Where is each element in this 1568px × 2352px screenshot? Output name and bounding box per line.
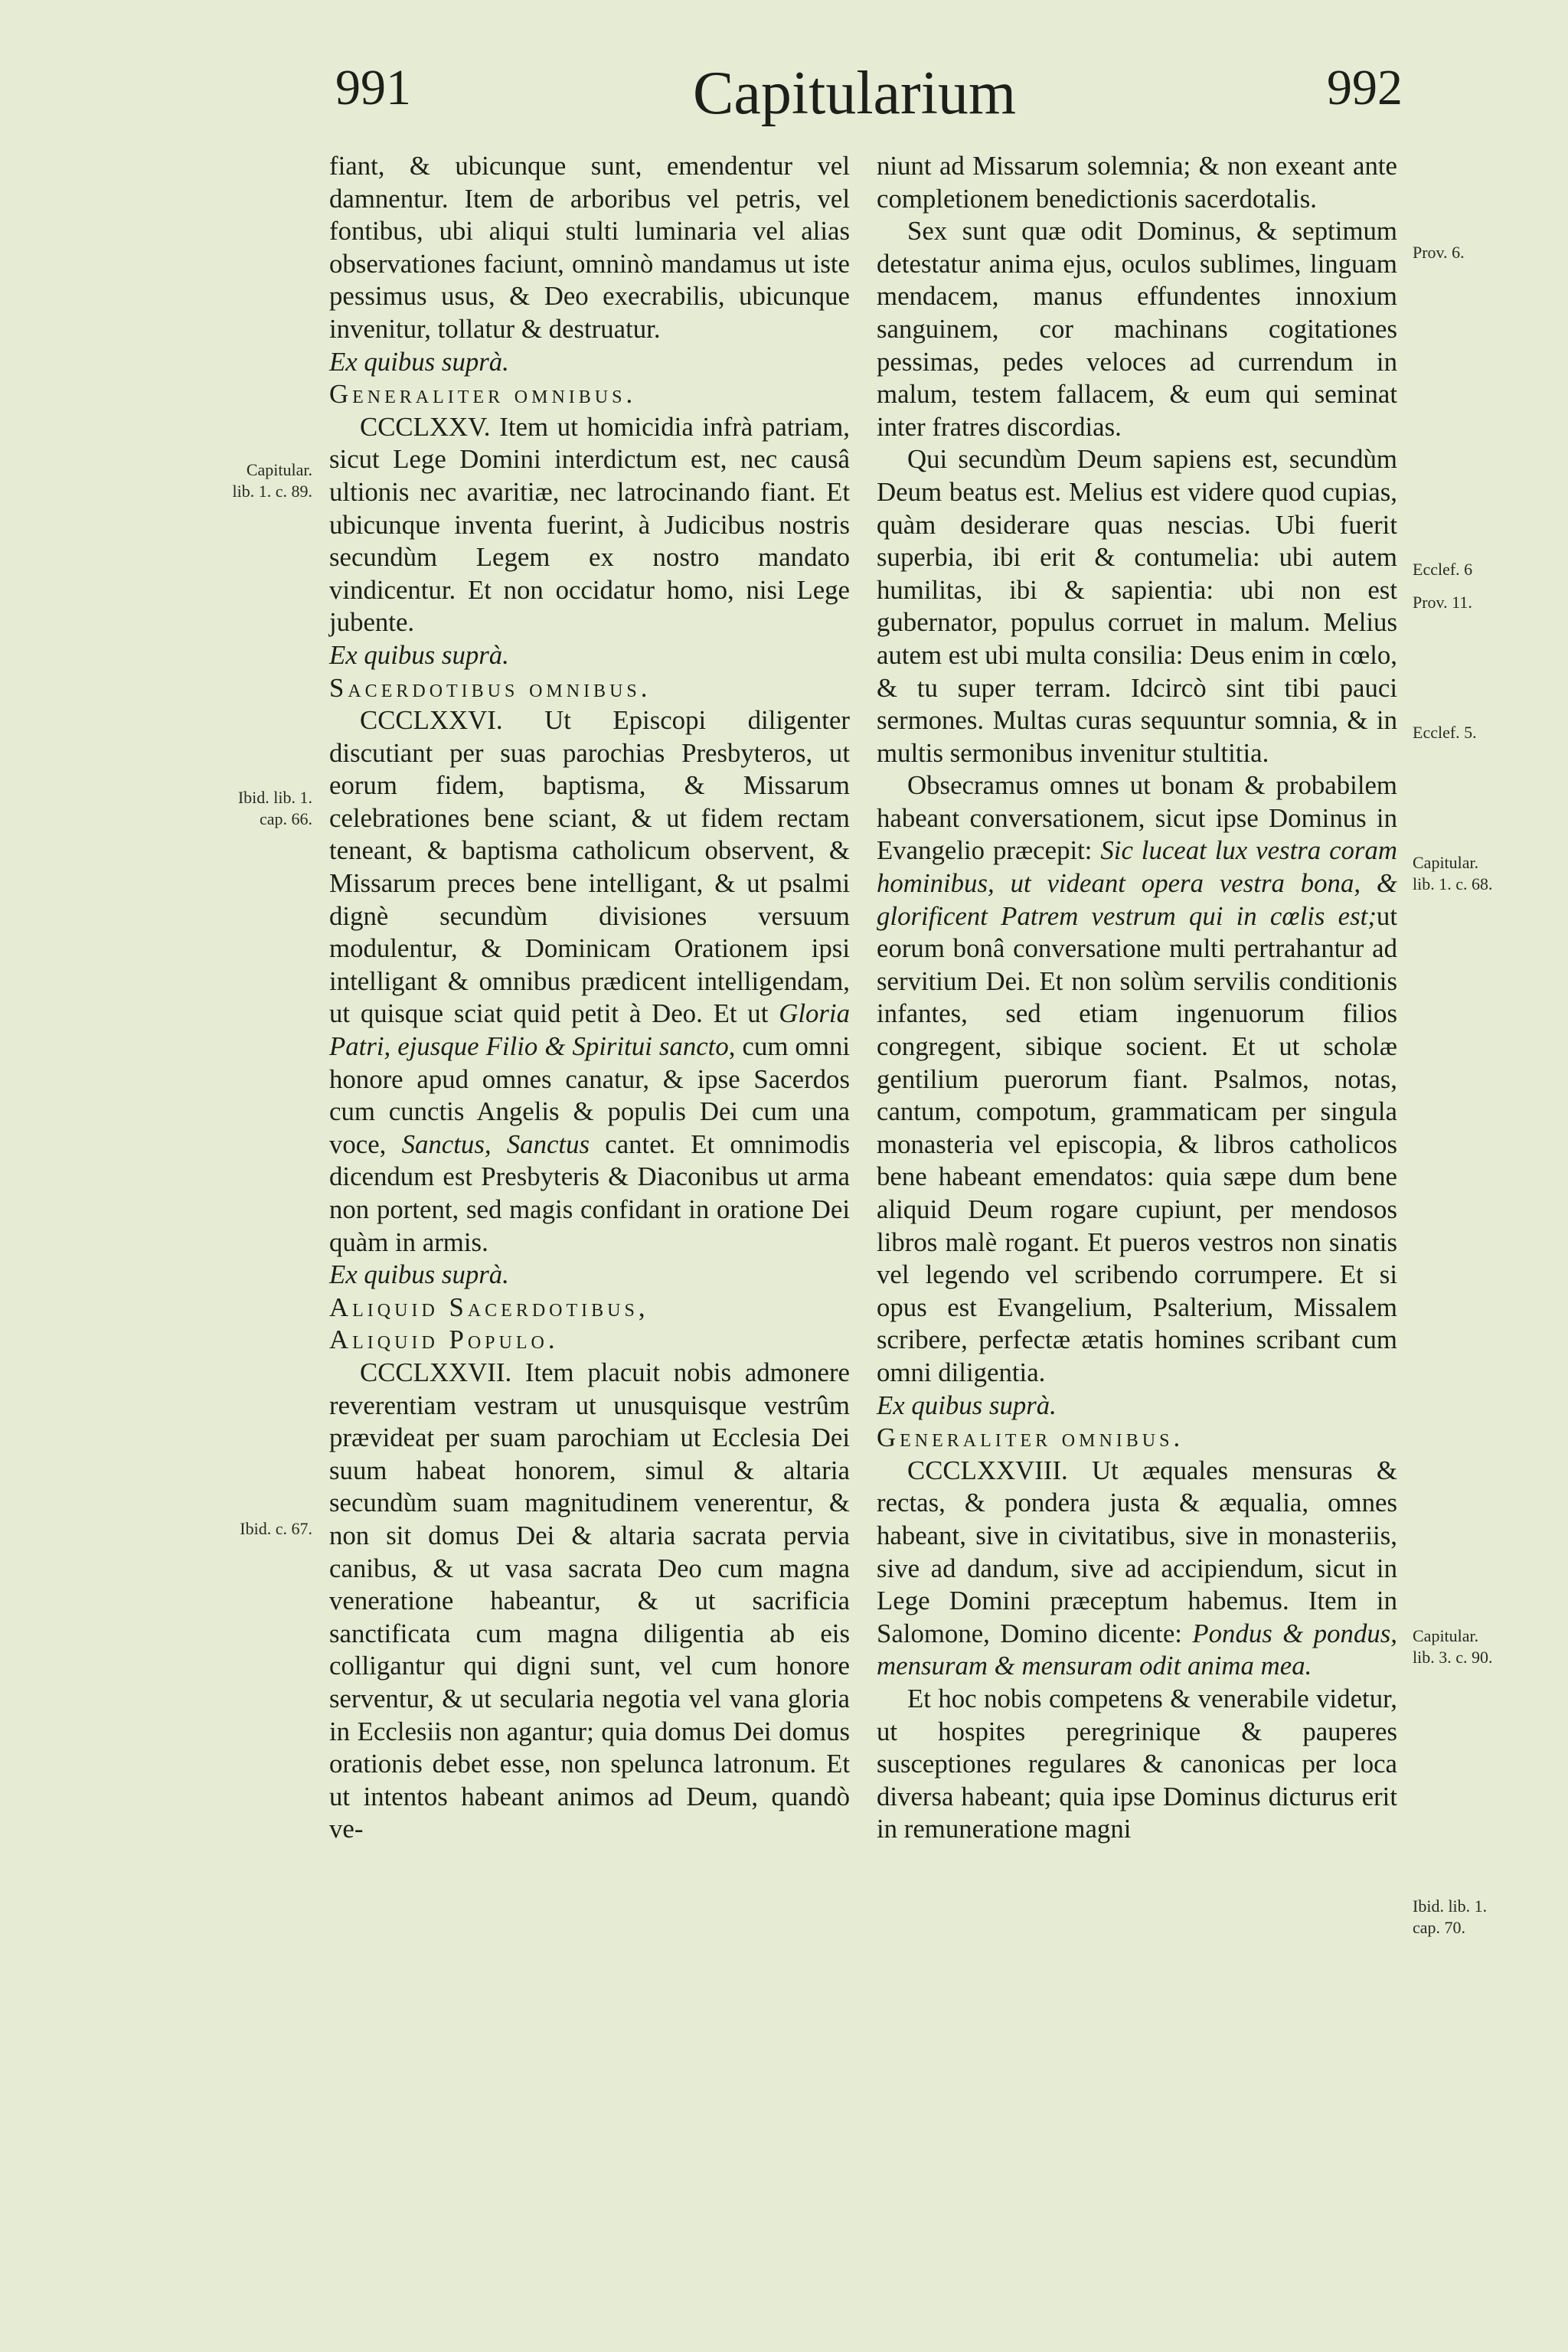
page-number-right: 992 xyxy=(1327,60,1403,116)
source-line: Ex quibus suprà. xyxy=(329,639,509,670)
margin-note: Ecclef. 5. xyxy=(1413,723,1477,742)
text-column-left xyxy=(329,150,850,1846)
section-heading: Sacerdotibus omnibus. xyxy=(329,672,652,703)
paragraph: Obsecramus omnes ut bonam & probabilem habeant conversationem, sicut ipse Dominus in Evangelio præcepit: Sic luceat lux vestra coram hominibus, ut videant opera vestra bona, & glorificent Patrem vestrum qui in cœlis est;ut eorum bonâ conversatione multi pertrahantur ad servitium Dei. Et non solùm servilis conditionis infantes, sed etiam ingenuorum filios congregent, sibique socient. Et ut scholæ gentilium puerorum fiant. Psalmos, notas, cantum, compotum, grammaticam per singula monasteria vel episcopia, & libros catholicos bene habeant emendatos: quia sæpe dum bene aliquid Deum rogare cupiunt, per mendosos libros malè rogant. Et pueros vestros non sinatis vel legendo vel scribendo corrumpere. Et si opus est Evangelium, Psalterium, Missalem scribere, perfectæ ætatis homines scribant cum omni diligentia. xyxy=(877,770,1397,1387)
paragraph: Et hoc nobis competens & venerabile videtur, ut hospites peregrinique & pauperes susceptiones regulares & canonicas per loca diversa habeant; quia ipse Dominus dicturus erit in remuneratione magni xyxy=(877,1683,1397,1844)
source-line: Ex quibus suprà. xyxy=(877,1390,1057,1420)
margin-note: Prov. 11. xyxy=(1413,593,1472,612)
source-line: Ex quibus suprà. xyxy=(329,346,509,377)
paragraph: Sex sunt quæ odit Dominus, & septimum detestatur anima ejus, oculos sublimes, linguam mendacem, manus effundentes innoxium sanguinem, cor machinans cogitationes pessimas, pedes veloces ad currendum in malum, testem fallacem, & eum qui seminat inter fratres discordias. xyxy=(877,216,1397,442)
paragraph: CCCLXXVII. Item placuit nobis admonere reverentiam vestram ut unusquisque vestrûm prævideat per suam parochiam ut Ecclesia Dei suum habeat honorem, simul & altaria secundùm suam magnitudinem venerentur, & non sit domus Dei & altaria sacrata pervia canibus, & ut vasa sacrata Deo cum magna veneratione habeantur, & ut sacrificia sanctificata cum magna diligentia ab eis colligantur qui digni sunt, vel cum honore serventur, & ut secularia negotia vel vana gloria in Ecclesiis non agantur; quia domus Dei domus orationis debet esse, non spelunca latronum. Et ut intentos habeant animos ad Deum, quandò ve- xyxy=(329,1357,850,1844)
paragraph: CCCLXXV. Item ut homicidia infrà patriam, sicut Lege Domini interdictum est, nec causâ ultionis nec avaritiæ, nec latrocinando fiant. Et ubicunque inventa fuerint, à Judicibus nostris secundùm Legem ex nostro mandato vindicentur. Et non occidatur homo, nisi Lege jubente. xyxy=(329,411,850,638)
paragraph: niunt ad Missarum solemnia; & non exeant ante completionem benedictionis sacerdotalis. xyxy=(877,151,1397,214)
italic-quote: Pondus & pondus, mensuram & mensuram odit anima mea. xyxy=(877,1618,1397,1681)
paragraph: CCCLXXVI. Ut Episcopi diligenter discutiant per suas parochias Presbyteros, ut eorum fidem, baptisma, & Missarum celebrationes bene sciant, & ut fidem rectam teneant, & baptisma catholicum observent, & Missarum preces bene intelligant, & ut psalmi dignè secundùm divisiones versuum modulentur, & Dominicam Orationem ipsi intelligant & omnibus prædicent intelligendam, ut quisque sciat quid petit à Deo. Et ut Gloria Patri, ejusque Filio & Spiritui sancto, cum omni honore apud omnes canatur, & ipse Sacerdos cum cunctis Angelis & populis Dei cum una voce, Sanctus, Sanctus cantet. Et omnimodis dicendum est Presbyteris & Diaconibus ut arma non portent, sed magis confidant in oratione Dei quàm in armis. xyxy=(329,705,851,1257)
italic-quote: Sanctus, Sanctus xyxy=(401,1129,590,1159)
margin-note: Ibid. c. 67. xyxy=(240,1519,312,1538)
source-line: Ex quibus suprà. xyxy=(329,1259,509,1290)
margin-note: Capitular. lib. 1. c. 89. xyxy=(232,460,312,501)
section-heading: Aliquid Sacerdotibus, xyxy=(329,1292,649,1322)
section-heading: Generaliter omnibus. xyxy=(877,1423,1184,1453)
italic-quote: Gloria Patri, ejusque Filio & Spiritui sancto xyxy=(329,998,850,1062)
section-heading: Aliquid Populo. xyxy=(329,1325,559,1355)
margin-note: Ibid. lib. 1. cap. 70. xyxy=(1413,1896,1488,1937)
text-column-right xyxy=(877,150,1397,1846)
margin-note: Capitular. lib. 1. c. 68. xyxy=(1413,853,1493,893)
paragraph: CCCLXXVIII. Ut æquales mensuras & rectas, & pondera justa & æqualia, omnes habeant, sive in civitatibus, sive in monasteriis, sive ad dandum, sive ad accipiendum, sicut in Lege Domini præceptum habemus. Item in Salomone, Domino dicente: Pondus & pondus, mensuram & mensuram odit anima mea. xyxy=(877,1455,1397,1681)
margin-note: Ibid. lib. 1. cap. 66. xyxy=(237,788,312,828)
paragraph: fiant, & ubicunque sunt, emendentur vel damnentur. Item de arboribus vel petris, vel fontibus, ubi aliqui stulti luminaria vel alias observationes faciunt, omninò mandamus ut iste pessimus usus, & Deo execrabilis, ubicunque invenitur, tollatur & destruatur. xyxy=(329,151,850,344)
page-number-left: 991 xyxy=(335,60,411,116)
margin-note: Prov. 6. xyxy=(1413,243,1465,262)
section-heading: Generaliter omnibus. xyxy=(329,379,637,410)
italic-quote: Sic luceat lux vestra coram hominibus, ut videant opera vestra bona, & glorificent Patrem vestrum qui in cœlis est; xyxy=(877,835,1397,931)
margin-note: Ecclef. 6 xyxy=(1413,560,1473,579)
margin-note: Capitular. lib. 3. c. 90. xyxy=(1413,1626,1493,1667)
page-title: Capitularium xyxy=(693,60,1017,127)
paragraph: Qui secundùm Deum sapiens est, secundùm Deum beatus est. Melius est videre quod cupias, quàm desiderare quas nescias. Ubi fuerit superbia, ibi erit & contumelia: ubi autem humilitas, ibi & sapientia: ubi non est gubernator, populus corruet in malum. Melius autem est ubi multa consilia: Deus enim in cœlo, & tu super terram. Idcircò sint tibi pauci sermones. Multas curas sequuntur somnia, & in multis sermonibus invenitur stultitia. xyxy=(877,444,1397,768)
